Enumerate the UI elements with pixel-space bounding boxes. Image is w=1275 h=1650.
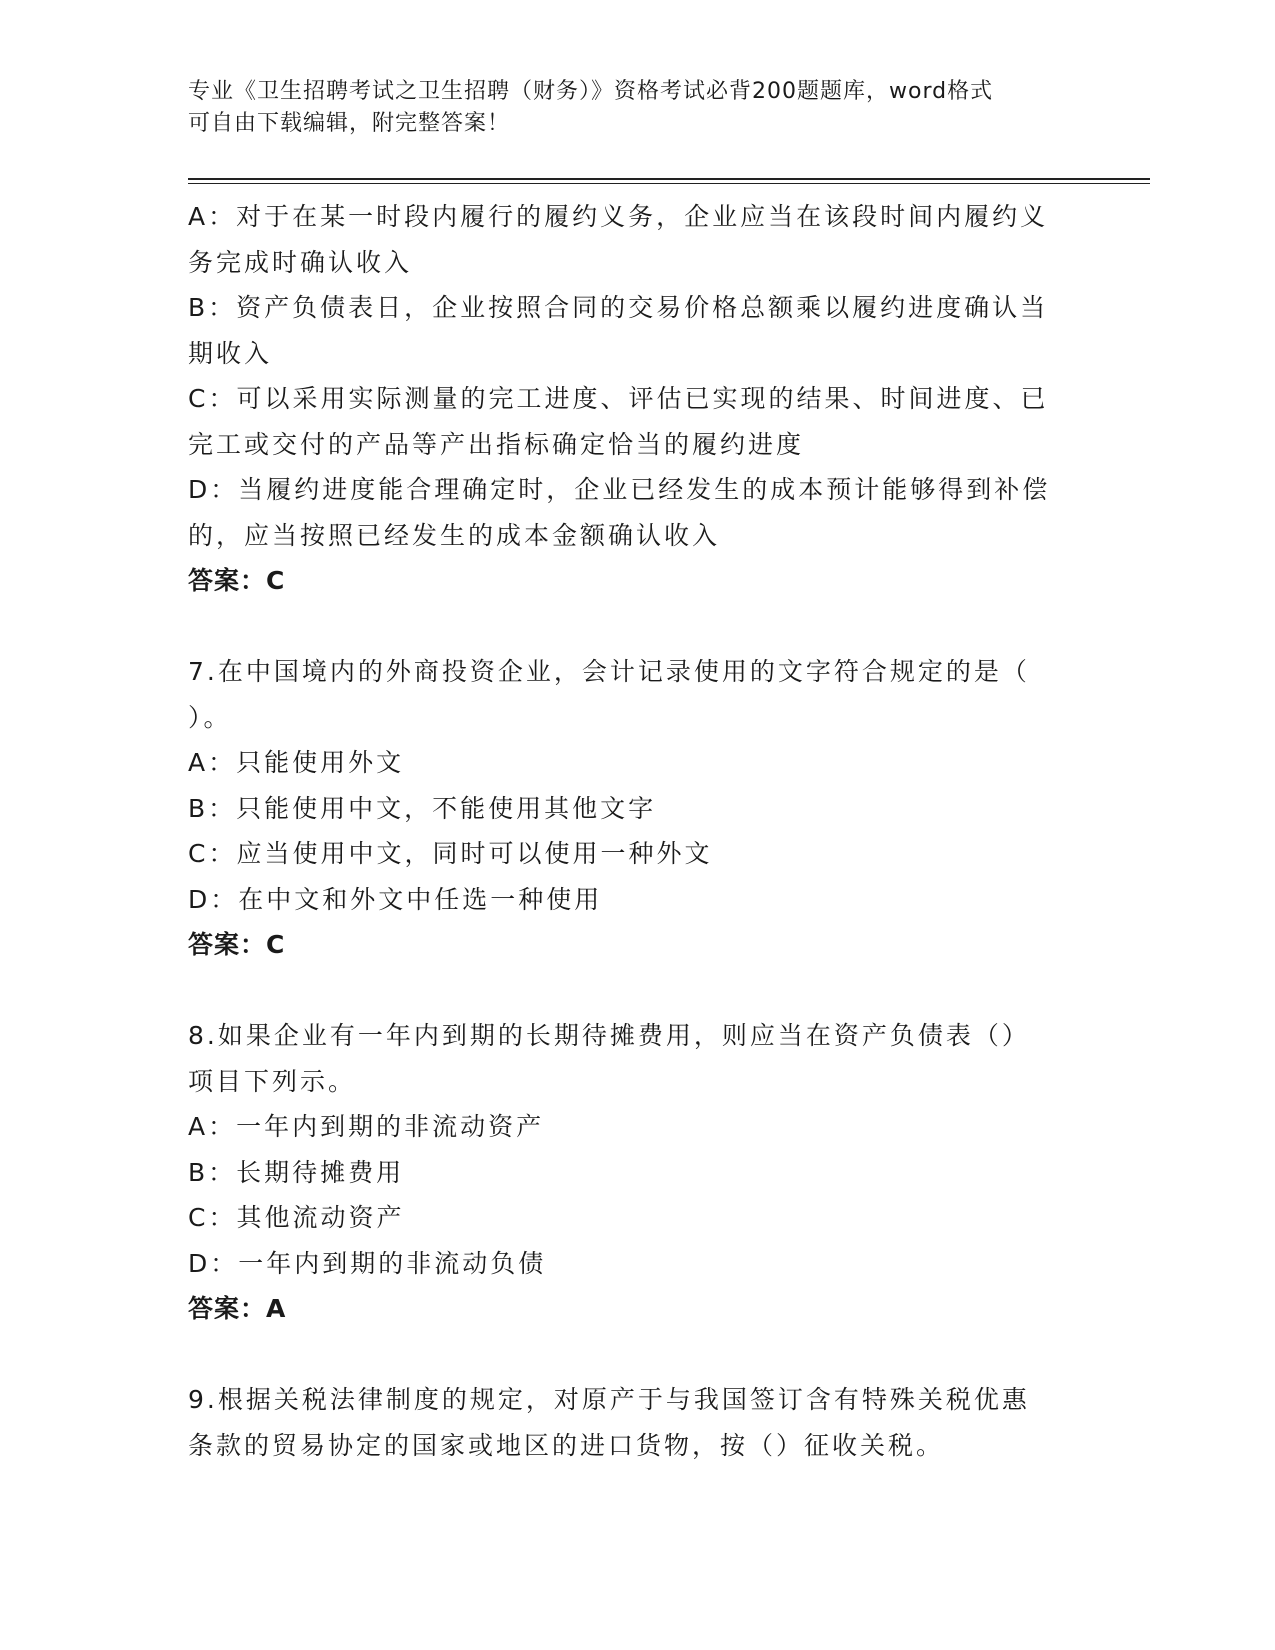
header-line-1: 专业《卫生招聘考试之卫生招聘（财务）》资格考试必背200题题库，word格式 <box>188 79 994 104</box>
question-8 <box>188 1013 1078 1332</box>
option-c-line-1: C：可以采用实际测量的完工进度、评估已实现的结果、时间进度、已 <box>188 384 1049 413</box>
option-d: D：在中文和外文中任选一种使用 <box>188 884 603 914</box>
option-b: B：只能使用中文，不能使用其他文字 <box>188 793 657 823</box>
option-c-line-2: 完工或交付的产品等产出指标确定恰当的履约进度 <box>188 429 805 459</box>
document-body <box>188 194 1078 1468</box>
question-stem-line-1: 9.根据关税法律制度的规定，对原产于与我国签订含有特殊关税优惠 <box>188 1385 1030 1414</box>
header-divider-thin <box>188 183 1150 184</box>
question-6-options <box>188 194 1078 604</box>
answer: 答案：A <box>188 1294 287 1323</box>
question-stem-line-1: 7.在中国境内的外商投资企业，会计记录使用的文字符合规定的是（ <box>188 657 1030 686</box>
question-stem-line-2: 项目下列示。 <box>188 1066 357 1096</box>
option-d-line-1: D：当履约进度能合理确定时，企业已经发生的成本预计能够得到补偿 <box>188 475 1051 504</box>
option-a: A：一年内到期的非流动资产 <box>188 1112 545 1141</box>
spacer <box>188 604 1078 650</box>
option-c: C：其他流动资产 <box>188 1203 405 1232</box>
question-7 <box>188 649 1078 968</box>
question-9 <box>188 1377 1078 1468</box>
option-b-line-2: 期收入 <box>188 338 273 368</box>
header-divider-thick <box>188 178 1150 180</box>
spacer <box>188 1332 1078 1378</box>
answer: 答案：C <box>188 930 286 959</box>
option-a: A：只能使用外文 <box>188 748 405 777</box>
document-header <box>188 76 1068 140</box>
spacer <box>188 968 1078 1014</box>
option-a-line-2: 务完成时确认收入 <box>188 247 413 277</box>
option-b: B：长期待摊费用 <box>188 1157 405 1187</box>
question-stem-line-2: 条款的贸易协定的国家或地区的进口货物，按（）征收关税。 <box>188 1430 945 1460</box>
option-c: C：应当使用中文，同时可以使用一种外文 <box>188 839 713 868</box>
question-stem-line-1: 8.如果企业有一年内到期的长期待摊费用，则应当在资产负债表（） <box>188 1021 1030 1050</box>
question-stem-line-2: ）。 <box>188 702 232 732</box>
option-d-line-2: 的，应当按照已经发生的成本金额确认收入 <box>188 520 721 550</box>
option-b-line-1: B：资产负债表日，企业按照合同的交易价格总额乘以履约进度确认当 <box>188 293 1049 322</box>
option-d: D：一年内到期的非流动负债 <box>188 1248 547 1278</box>
option-a-line-1: A：对于在某一时段内履行的履约义务，企业应当在该段时间内履约义 <box>188 202 1049 231</box>
header-line-2: 可自由下载编辑，附完整答案！ <box>188 111 511 136</box>
answer: 答案：C <box>188 566 286 595</box>
